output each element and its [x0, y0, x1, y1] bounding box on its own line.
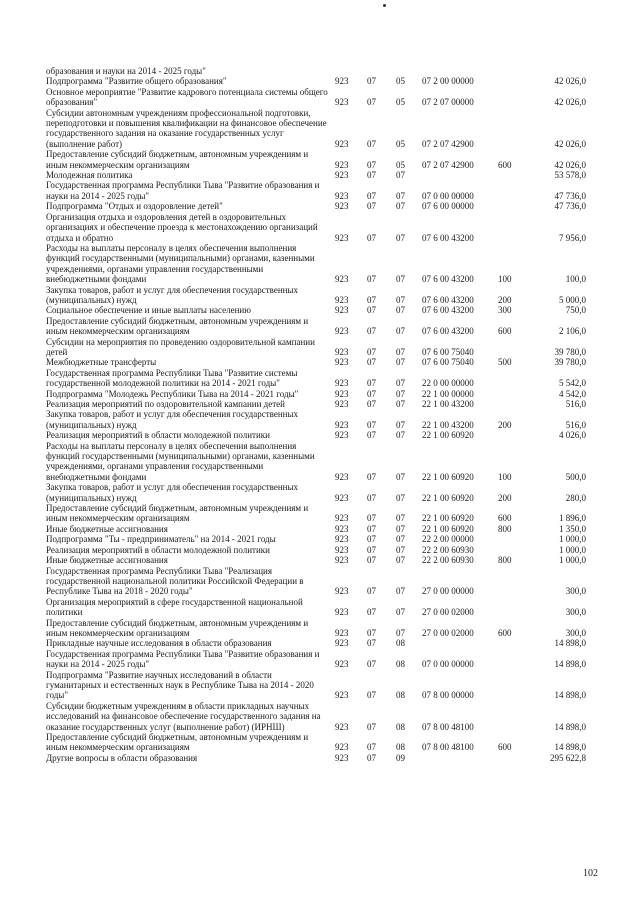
row-target-article: 22 1 00 60920	[422, 430, 474, 441]
row-subsection: 07	[396, 627, 405, 638]
row-expense-type: 800	[498, 523, 512, 534]
row-target-article: 07 0 00 00000	[422, 659, 474, 670]
row-expense-type	[498, 180, 534, 201]
row-subsection: 07	[396, 555, 405, 566]
scan-dot	[383, 4, 386, 7]
row-section: 07	[367, 523, 376, 534]
row-expense-type: 200	[498, 492, 512, 503]
row-target-article: 22 1 00 60920	[422, 513, 474, 524]
row-name: Организация отдыха и оздоровления детей в оздоровительных организациях и обеспечение проезда к местонахождению организаций отдыха и обратно	[46, 211, 318, 243]
row-subsection: 07	[396, 232, 405, 243]
row-grbs: 923	[335, 170, 349, 181]
row-expense-type	[498, 76, 534, 86]
row-grbs: 923	[335, 627, 349, 638]
row-grbs: 923	[335, 471, 349, 482]
table-row	[46, 441, 586, 483]
row-name: Расходы на выплаты персоналу в целях обеспечения выполнения функций государственными (муниципальными) органами, казенными учреждениями, органами управления государственными внебюджетными фондами	[46, 242, 315, 285]
row-name: Государственная программа Республики Тыва "Развитие образования и науки на 2014 - 2025 годы"	[46, 180, 320, 201]
row-name: Субсидии автономным учреждениям профессиональной подготовки, переподготовки и повышения квалификации на финансовое обеспечение государственного задания на оказание государственных услуг (выполнение работ)	[46, 107, 327, 149]
row-amount: 1 000,0	[559, 555, 586, 566]
row-name: Другие вопросы в области образования	[46, 752, 198, 763]
row-target-article: 07 6 00 43200	[422, 274, 474, 285]
row-name: Предоставление субсидий бюджетным, автономным учреждениям и иным некоммерческим организациям	[46, 732, 309, 753]
row-grbs: 923	[335, 357, 349, 368]
row-grbs: 923	[335, 690, 349, 701]
row-grbs: 923	[335, 534, 349, 545]
row-amount: 5 542,0	[559, 378, 586, 389]
row-subsection: 07	[396, 201, 405, 212]
row-name: образования и науки на 2014 - 2025 годы"	[46, 66, 206, 76]
row-section: 07	[367, 638, 376, 649]
row-amount: 42 026,0	[554, 97, 586, 108]
row-grbs: 923	[335, 638, 349, 649]
row-subsection: 07	[396, 544, 405, 555]
row-grbs: 923	[335, 190, 349, 201]
row-target-article: 22 1 00 60920	[422, 471, 474, 482]
row-expense-type	[498, 212, 534, 243]
row-subsection: 07	[396, 170, 405, 181]
row-subsection: 07	[396, 305, 405, 316]
table-row	[46, 555, 586, 565]
row-grbs: 923	[335, 523, 349, 534]
row-section: 07	[367, 586, 376, 597]
row-name: Прикладные научные исследования в области образования	[46, 638, 272, 649]
row-expense-type: 600	[498, 742, 512, 753]
row-target-article	[422, 753, 498, 763]
row-expense-type	[498, 337, 534, 358]
row-amount: 14 898,0	[554, 742, 586, 753]
row-target-article: 07 6 00 43200	[422, 326, 474, 337]
row-subsection: 05	[396, 159, 405, 170]
table-row	[46, 201, 586, 211]
page-number: 102	[583, 868, 598, 879]
row-grbs: 923	[335, 555, 349, 566]
row-grbs: 923	[335, 76, 349, 87]
table-row	[46, 149, 586, 170]
row-subsection: 08	[396, 721, 405, 732]
row-grbs	[335, 66, 367, 76]
row-subsection: 07	[396, 388, 405, 399]
row-amount: 516,0	[565, 399, 586, 409]
row-grbs: 923	[335, 742, 349, 753]
table-row	[46, 503, 586, 524]
row-subsection: 07	[396, 419, 405, 430]
row-section: 07	[367, 388, 376, 399]
row-name: Реализация мероприятий в области молодежной политики	[46, 544, 270, 555]
row-section: 07	[367, 742, 376, 753]
row-name: Предоставление субсидий бюджетным, автономным учреждениям и иным некоммерческим организациям	[46, 315, 309, 337]
row-expense-type	[498, 566, 534, 597]
row-expense-type	[498, 534, 534, 544]
row-amount: 47 736,0	[554, 190, 586, 201]
row-amount: 14 898,0	[554, 638, 586, 649]
row-section: 07	[367, 357, 376, 368]
row-amount: 4 026,0	[559, 430, 586, 441]
row-target-article: 22 0 00 00000	[422, 378, 474, 389]
row-target-article: 07 0 00 00000	[422, 190, 474, 201]
row-subsection: 07	[396, 534, 405, 545]
row-target-article	[422, 170, 498, 180]
row-section: 07	[367, 419, 376, 430]
row-expense-type: 300	[498, 305, 512, 316]
row-target-article	[422, 66, 498, 76]
row-amount: 300,0	[565, 586, 586, 597]
row-name: Социальное обеспечение и иные выплаты населению	[46, 305, 251, 316]
row-section: 07	[367, 190, 376, 201]
row-target-article: 22 1 00 43200	[422, 419, 474, 430]
row-section: 07	[367, 555, 376, 566]
row-section: 07	[367, 294, 376, 305]
row-expense-type	[498, 701, 534, 732]
row-section: 07	[367, 492, 376, 503]
row-target-article: 07 8 00 48100	[422, 742, 474, 753]
row-expense-type	[498, 399, 534, 409]
row-amount: 1 896,0	[559, 513, 586, 524]
row-subsection	[396, 66, 422, 76]
row-target-article: 07 6 00 43200	[422, 232, 474, 243]
row-target-article: 22 1 00 60920	[422, 523, 474, 534]
row-section: 07	[367, 544, 376, 555]
row-grbs: 923	[335, 399, 349, 409]
table-row	[46, 357, 586, 367]
row-section: 07	[367, 471, 376, 482]
row-grbs: 923	[335, 586, 349, 597]
row-amount: 42 026,0	[554, 159, 586, 170]
row-section: 07	[367, 97, 376, 108]
row-subsection: 07	[396, 430, 405, 441]
row-expense-type	[498, 108, 534, 150]
table-row	[46, 524, 586, 534]
row-name: Государственная программа Республики Тыва "Развитие образования и науки на 2014 - 2025 годы"	[46, 648, 320, 670]
row-name: Реализация мероприятий по оздоровительной кампании детей	[46, 399, 285, 409]
row-subsection: 08	[396, 659, 405, 670]
row-grbs: 923	[335, 201, 349, 212]
row-name: Иные бюджетные ассигнования	[46, 523, 168, 534]
row-expense-type	[498, 638, 534, 648]
table-row	[46, 108, 586, 150]
row-grbs: 923	[335, 752, 349, 763]
row-subsection: 07	[396, 357, 405, 368]
table-row	[46, 212, 586, 243]
row-name: Предоставление субсидий бюджетным, автономным учреждениям и иным некоммерческим организациям	[46, 149, 309, 170]
row-name: Предоставление субсидий бюджетным, автономным учреждениям и иным некоммерческим организациям	[46, 617, 309, 638]
row-name: Межбюджетные трансферты	[46, 357, 157, 368]
row-target-article: 07 8 00 00000	[422, 690, 474, 701]
row-name: Закупка товаров, работ и услуг для обеспечения государственных (муниципальных) нужд	[46, 409, 299, 430]
row-subsection: 08	[396, 638, 405, 649]
row-expense-type	[498, 670, 534, 701]
table-row	[46, 409, 586, 430]
table-row	[46, 545, 586, 555]
row-section	[367, 66, 396, 76]
row-amount: 100,0	[565, 274, 586, 285]
row-target-article: 27 0 00 00000	[422, 586, 474, 597]
table-row	[46, 76, 586, 86]
row-expense-type	[498, 545, 534, 555]
row-expense-type: 100	[498, 274, 512, 285]
row-name: Субсидии бюджетным учреждениям в области прикладных научных исследований на финансовое обеспечение государственного задания на оказание государственных услуг (выполнение работ) (ИРНШ)	[46, 700, 321, 732]
row-grbs: 923	[335, 138, 349, 149]
row-subsection: 07	[396, 492, 405, 503]
row-grbs: 923	[335, 326, 349, 337]
table-row	[46, 534, 586, 544]
row-amount: 300,0	[565, 627, 586, 638]
row-expense-type: 600	[498, 513, 512, 524]
row-grbs: 923	[335, 274, 349, 285]
row-grbs: 923	[335, 544, 349, 555]
row-expense-type	[498, 368, 534, 389]
row-amount: 750,0	[565, 305, 586, 316]
row-section: 07	[367, 170, 376, 181]
row-name: Основное мероприятие "Развитие кадрового потенциала системы общего образования"	[46, 86, 328, 108]
row-grbs: 923	[335, 659, 349, 670]
row-subsection: 07	[396, 378, 405, 389]
row-section: 07	[367, 326, 376, 337]
row-name: Иные бюджетные ассигнования	[46, 555, 168, 566]
row-expense-type	[498, 389, 534, 399]
row-amount: 5 000,0	[559, 294, 586, 305]
row-amount: 516,0	[565, 419, 586, 430]
row-section: 07	[367, 513, 376, 524]
row-section: 07	[367, 607, 376, 618]
row-subsection: 07	[396, 513, 405, 524]
table-row	[46, 316, 586, 337]
row-section: 07	[367, 690, 376, 701]
row-grbs: 923	[335, 97, 349, 108]
table-row	[46, 243, 586, 285]
row-amount: 39 780,0	[554, 357, 586, 368]
row-grbs: 923	[335, 346, 349, 357]
row-subsection: 09	[396, 752, 405, 763]
row-name: Закупка товаров, работ и услуг для обеспечения государственных (муниципальных) нужд	[46, 482, 299, 503]
row-expense-type	[498, 66, 534, 76]
row-subsection: 07	[396, 294, 405, 305]
row-name: Государственная программа Республики Тыва "Развитие системы государственной молодежной политики на 2014 - 2021 годы"	[46, 367, 298, 389]
row-subsection: 07	[396, 190, 405, 201]
row-target-article: 07 2 00 00000	[422, 76, 474, 87]
row-expense-type	[498, 430, 534, 440]
row-expense-type: 500	[498, 357, 512, 368]
row-expense-type: 600	[498, 627, 512, 638]
row-target-article: 22 2 00 00000	[422, 534, 474, 545]
row-subsection: 07	[396, 346, 405, 357]
row-subsection: 07	[396, 586, 405, 597]
row-section: 07	[367, 721, 376, 732]
row-name: Организация мероприятий в сфере государственной национальной политики	[46, 596, 303, 618]
row-name: Предоставление субсидий бюджетным, автономным учреждениям и иным некоммерческим организациям	[46, 503, 309, 524]
row-name: Подпрограмма "Развитие общего образования"	[46, 76, 227, 87]
row-amount	[534, 66, 586, 76]
row-grbs: 923	[335, 492, 349, 503]
row-section: 07	[367, 76, 376, 87]
row-amount: 2 106,0	[559, 326, 586, 337]
row-amount: 300,0	[565, 607, 586, 618]
row-grbs: 923	[335, 430, 349, 441]
row-target-article: 22 1 00 60920	[422, 492, 474, 503]
row-amount: 7 956,0	[559, 232, 586, 243]
row-target-article: 07 2 07 42900	[422, 138, 474, 149]
row-target-article: 07 8 00 48100	[422, 721, 474, 732]
row-name: Закупка товаров, работ и услуг для обеспечения государственных (муниципальных) нужд	[46, 284, 299, 305]
table-row	[46, 597, 586, 618]
table-row	[46, 670, 586, 701]
row-expense-type	[498, 170, 534, 180]
table-row	[46, 753, 586, 763]
row-section: 07	[367, 305, 376, 316]
row-name: Субсидии на мероприятия по проведению оздоровительной кампании детей	[46, 336, 315, 357]
row-expense-type: 600	[498, 326, 512, 337]
row-amount: 1 000,0	[559, 544, 586, 555]
row-amount: 1 000,0	[559, 534, 586, 545]
row-amount: 39 780,0	[554, 346, 586, 357]
table-row	[46, 399, 586, 409]
row-target-article: 07 6 00 00000	[422, 201, 474, 212]
row-name: Расходы на выплаты персоналу в целях обеспечения выполнения функций государственными (муниципальными) органами, казенными учреждениями, органами управления государственными внебюджетными фондами	[46, 440, 315, 482]
table-row	[46, 305, 586, 315]
row-amount: 1 350,0	[559, 523, 586, 534]
row-section: 07	[367, 232, 376, 243]
table-row	[46, 337, 586, 358]
table-row	[46, 430, 586, 440]
row-name: Подпрограмма "Ты - предприниматель" на 2014 - 2021 годы	[46, 534, 276, 545]
row-name: Государственная программа Республики Тыва "Реализация государственной национальной политики Российской Федерации в Республике Тыва на 2018 - 2020 годы"	[46, 565, 304, 597]
table-row	[46, 66, 586, 76]
row-target-article: 22 2 00 60930	[422, 555, 474, 566]
row-grbs: 923	[335, 305, 349, 316]
row-expense-type	[498, 87, 534, 108]
row-grbs: 923	[335, 232, 349, 243]
row-grbs: 923	[335, 294, 349, 305]
table-row	[46, 87, 586, 108]
row-expense-type	[498, 753, 534, 763]
row-name: Подпрограмма "Развитие научных исследований в области гуманитарных и естественных наук в Республике Тыва на 2014 - 2020 годы"	[46, 669, 314, 701]
row-subsection: 05	[396, 97, 405, 108]
table-row	[46, 389, 586, 399]
table-row	[46, 566, 586, 597]
row-target-article: 07 6 00 75040	[422, 357, 474, 368]
row-section: 07	[367, 201, 376, 212]
row-target-article: 22 1 00 43200	[422, 399, 474, 409]
row-grbs: 923	[335, 159, 349, 170]
row-subsection: 07	[396, 607, 405, 618]
row-subsection: 07	[396, 274, 405, 285]
row-subsection: 05	[396, 76, 405, 87]
row-amount: 4 542,0	[559, 388, 586, 399]
row-amount: 14 898,0	[554, 721, 586, 732]
row-target-article: 22 1 00 00000	[422, 388, 474, 399]
row-section: 07	[367, 159, 376, 170]
row-subsection: 08	[396, 742, 405, 753]
row-subsection: 07	[396, 523, 405, 534]
row-section: 07	[367, 659, 376, 670]
row-expense-type	[498, 597, 534, 618]
row-amount: 14 898,0	[554, 690, 586, 701]
row-amount: 14 898,0	[554, 659, 586, 670]
budget-table-body	[46, 66, 586, 763]
row-section: 07	[367, 378, 376, 389]
table-row	[46, 618, 586, 639]
row-target-article: 07 2 07 42900	[422, 159, 474, 170]
row-amount: 280,0	[565, 492, 586, 503]
table-row	[46, 649, 586, 670]
row-section: 07	[367, 430, 376, 441]
row-amount: 42 026,0	[554, 76, 586, 87]
table-row	[46, 170, 586, 180]
table-row	[46, 732, 586, 753]
table-row	[46, 285, 586, 306]
row-section: 07	[367, 399, 376, 409]
row-amount: 295 622,8	[550, 752, 586, 763]
row-target-article: 07 6 00 43200	[422, 294, 474, 305]
table-row	[46, 368, 586, 389]
row-subsection: 07	[396, 471, 405, 482]
row-target-article: 27 0 00 02000	[422, 627, 474, 638]
row-name: Молодежная политика	[46, 170, 133, 181]
budget-table	[46, 66, 586, 763]
row-section: 07	[367, 274, 376, 285]
row-expense-type: 600	[498, 159, 512, 170]
table-row	[46, 638, 586, 648]
row-expense-type: 100	[498, 471, 512, 482]
row-subsection: 07	[396, 326, 405, 337]
row-amount: 53 578,0	[554, 170, 586, 181]
row-grbs: 923	[335, 513, 349, 524]
row-grbs: 923	[335, 378, 349, 389]
row-target-article: 22 2 00 60930	[422, 544, 474, 555]
row-amount: 500,0	[565, 471, 586, 482]
row-section: 07	[367, 138, 376, 149]
table-row	[46, 180, 586, 201]
row-subsection: 07	[396, 399, 405, 409]
row-expense-type	[498, 201, 534, 211]
row-grbs: 923	[335, 388, 349, 399]
row-section: 07	[367, 346, 376, 357]
row-grbs: 923	[335, 607, 349, 618]
row-target-article: 07 6 00 75040	[422, 346, 474, 357]
row-section: 07	[367, 627, 376, 638]
row-target-article: 27 0 00 02000	[422, 607, 474, 618]
row-expense-type: 800	[498, 555, 512, 566]
row-amount: 42 026,0	[554, 138, 586, 149]
row-target-article: 07 2 07 00000	[422, 97, 474, 108]
row-expense-type: 200	[498, 294, 512, 305]
row-name: Реализация мероприятий в области молодежной политики	[46, 430, 270, 441]
row-name: Подпрограмма "Отдых и оздоровление детей"	[46, 201, 223, 212]
row-section: 07	[367, 534, 376, 545]
row-name: Подпрограмма "Молодежь Республики Тыва на 2014 - 2021 годы"	[46, 388, 299, 399]
row-grbs: 923	[335, 419, 349, 430]
row-amount: 47 736,0	[554, 201, 586, 212]
row-target-article: 07 6 00 43200	[422, 305, 474, 316]
table-row	[46, 482, 586, 503]
row-target-article	[422, 638, 498, 648]
row-section: 07	[367, 752, 376, 763]
row-grbs: 923	[335, 721, 349, 732]
row-expense-type: 200	[498, 419, 512, 430]
row-subsection: 08	[396, 690, 405, 701]
table-row	[46, 701, 586, 732]
row-expense-type	[498, 649, 534, 670]
row-subsection: 05	[396, 138, 405, 149]
